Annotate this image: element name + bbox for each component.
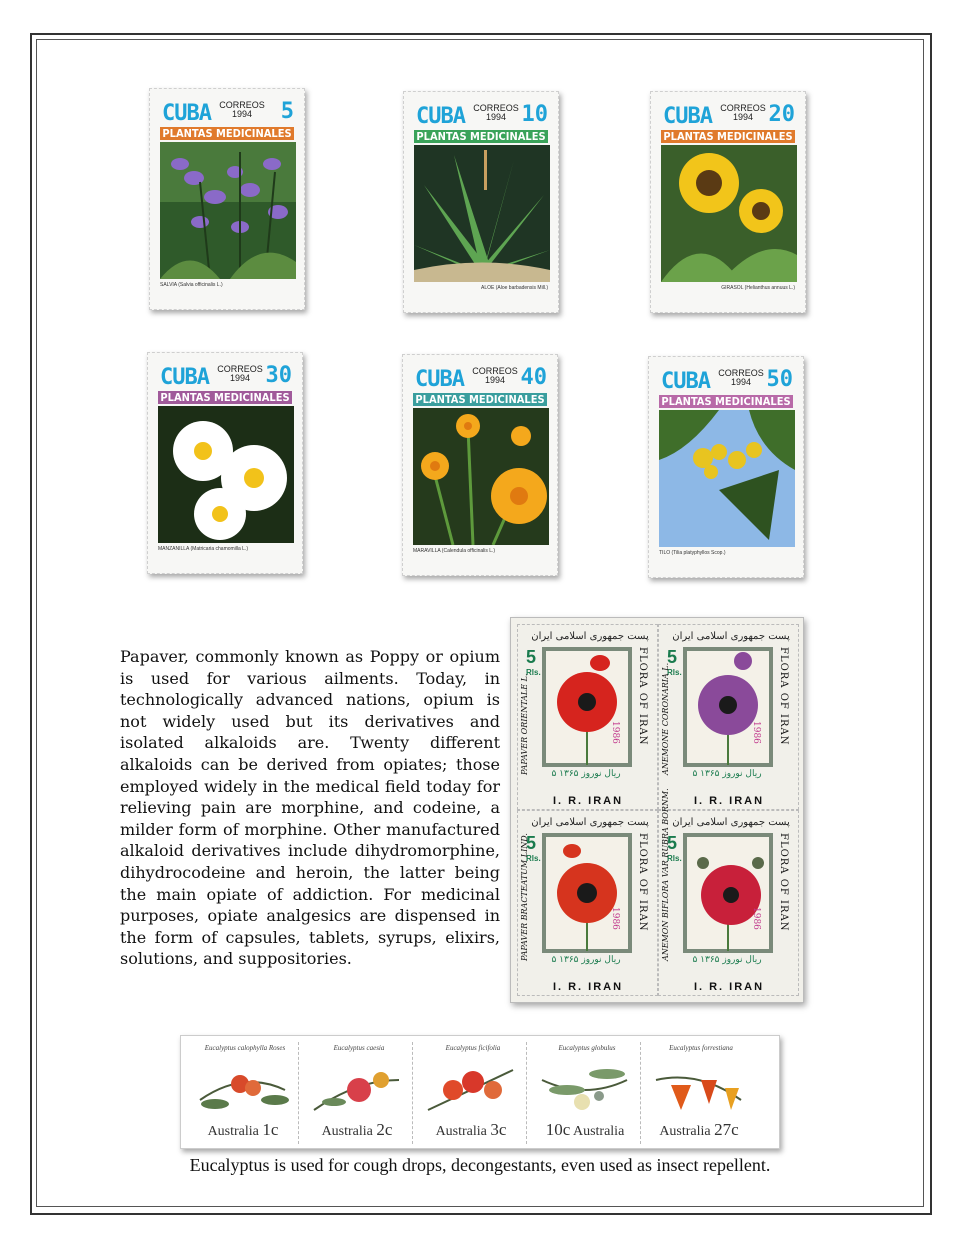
stamp-country: CUBA [663, 104, 712, 129]
cuba-stamp-girasol [650, 91, 806, 313]
iran-stamp-papaver-orientale [517, 624, 658, 810]
stamp-value: 5 [280, 99, 294, 124]
aloe-illustration [414, 145, 550, 282]
stamp-correos: CORREOS 1994 [217, 364, 263, 383]
australia-stamp-27c [643, 1042, 755, 1144]
anemone-illustration [683, 647, 773, 767]
stamp-value-farsi: ۵ ریال نوروز ۱۳۶۵ [551, 955, 621, 965]
stamp-caption: SALVIA (Salvia officinalis L.) [160, 282, 223, 288]
cuba-stamp-salvia [149, 88, 305, 310]
stamp-value: 40 [520, 365, 547, 390]
cuba-stamp-maravilla [402, 354, 558, 576]
stamp-caption: GIRASOL (Helianthus annuus L.) [721, 285, 795, 291]
stamp-series: FLORA OF IRAN [778, 647, 789, 746]
stamp-species: Eucalyptus globulus [558, 1044, 616, 1052]
stamp-value-farsi: ۵ ریال نوروز ۱۳۶۵ [551, 769, 621, 779]
stamp-issuer: پست جمهوری اسلامی ایران [531, 817, 649, 828]
stamp-correos: CORREOS 1994 [720, 103, 766, 122]
cuba-stamp-aloe [403, 91, 559, 313]
stamp-issuer: پست جمهوری اسلامی ایران [531, 631, 649, 642]
iran-stamp-anemone-biflora [658, 788, 799, 996]
stamp-series: FLORA OF IRAN [637, 833, 648, 932]
stamp-band: PLANTAS MEDICINALES [414, 130, 548, 143]
stamp-series: FLORA OF IRAN [637, 647, 648, 746]
stamp-value: 5 Rls. [526, 833, 541, 863]
stamp-year: 1986 [610, 907, 620, 930]
stamp-species: Eucalyptus forrestiana [669, 1044, 733, 1052]
stamp-caption: MARAVILLA (Calendula officinalis L.) [413, 548, 496, 554]
stamp-species: Eucalyptus calophylla Roses [204, 1044, 286, 1052]
stamp-band: PLANTAS MEDICINALES [413, 393, 547, 406]
stamp-value: Australia 1c [207, 1120, 279, 1139]
stamp-series: FLORA OF IRAN [778, 833, 789, 932]
stamp-country: I. R. IRAN [552, 981, 624, 993]
stamp-value: 10 [521, 102, 548, 127]
iran-stamp-block [510, 617, 804, 1003]
stamp-country: CUBA [160, 365, 209, 390]
stamp-country: I. R. IRAN [693, 981, 765, 993]
stamp-value: Australia 2c [321, 1120, 393, 1139]
eucalyptus-illustration [537, 1060, 633, 1116]
cuba-stamp-manzanilla [147, 352, 303, 574]
stamp-correos: CORREOS 1994 [219, 100, 265, 119]
stamp-year: 1986 [751, 907, 761, 930]
stamp-caption: MANZANILLA (Matricaria chamomilla L.) [158, 546, 249, 552]
linden-illustration [659, 410, 795, 547]
stamp-correos: CORREOS 1994 [472, 366, 518, 385]
stamp-country: CUBA [416, 104, 465, 129]
papaver-description: Papaver, commonly known as Poppy or opium is used for various ailments. Today, in technologically advanced nations, opium is not widely used but its derivatives and isolated alkaloids are. Twenty different alkaloids can be derived from opiates; those employed widely in the medical field today for relieving pain are morphine, and codeine, a milder form of morphine. Other manufactured alkaloid derivatives include dihydromorphine, dihydrocodeine and heroin, the latter being the main opiate of addiction. For medicinal purposes, opiate analgesics are dispensed in the form of capsules, tablets, syrups, elixirs, solutions, and suppositories. [120, 647, 500, 969]
chamomile-illustration [158, 406, 294, 543]
australia-stamp-strip [180, 1035, 780, 1149]
stamp-country: I. R. IRAN [693, 795, 765, 807]
stamp-value: 5 Rls. [667, 647, 682, 677]
stamp-value: Australia 3c [435, 1120, 507, 1139]
stamp-correos: CORREOS 1994 [473, 103, 519, 122]
stamp-caption: ALOE (Aloe barbadensis Mill.) [481, 285, 548, 291]
stamp-species: Eucalyptus caesia [333, 1044, 385, 1052]
australia-stamp-3c [415, 1042, 527, 1144]
calendula-illustration [413, 408, 549, 545]
australia-stamp-2c [301, 1042, 413, 1144]
stamp-year: 1986 [751, 721, 761, 744]
stamp-country: CUBA [661, 369, 710, 394]
stamp-value: 5 Rls. [526, 647, 541, 677]
australia-stamp-1c [187, 1042, 299, 1144]
sunflower-illustration [661, 145, 797, 282]
stamp-band: PLANTAS MEDICINALES [160, 127, 294, 140]
stamp-caption: TILO (Tilia platyphyllos Scop.) [659, 550, 726, 556]
stamp-value: 5 Rls. [667, 833, 682, 863]
iran-stamp-anemone-coronaria [658, 624, 799, 810]
poppy-illustration [542, 833, 632, 953]
stamp-value: 20 [768, 102, 795, 127]
stamp-latin-name: ANEMONE CORONARIA L. [661, 662, 670, 775]
stamp-issuer: پست جمهوری اسلامی ایران [672, 817, 790, 828]
stamp-band: PLANTAS MEDICINALES [158, 391, 292, 404]
eucalyptus-illustration [309, 1060, 405, 1116]
stamp-band: PLANTAS MEDICINALES [661, 130, 795, 143]
stamp-latin-name: PAPAVER BRACTEATUM LIND. [520, 833, 529, 961]
stamp-country: I. R. IRAN [552, 795, 624, 807]
stamp-correos: CORREOS 1994 [718, 368, 764, 387]
australia-stamp-10c [529, 1042, 641, 1144]
stamp-value: 30 [265, 363, 292, 388]
stamp-value-farsi: ۵ ریال نوروز ۱۳۶۵ [692, 769, 762, 779]
stamp-latin-name: PAPAVER ORIENTALE L. [520, 673, 529, 775]
eucalyptus-caption: Eucalyptus is used for cough drops, decongestants, even used as insect repellent. [189, 1155, 771, 1175]
stamp-latin-name: ANEMON BIFLORA VAR RUBRA BORNM. [661, 788, 670, 961]
eucalyptus-illustration [423, 1060, 519, 1116]
stamp-value: Australia 27c [659, 1120, 739, 1139]
poppy-illustration [542, 647, 632, 767]
stamp-value: 50 [766, 367, 793, 392]
stamp-country: CUBA [162, 101, 211, 126]
eucalyptus-illustration [195, 1060, 291, 1116]
stamp-issuer: پست جمهوری اسلامی ایران [672, 631, 790, 642]
stamp-band: PLANTAS MEDICINALES [659, 395, 793, 408]
eucalyptus-illustration [651, 1060, 747, 1116]
stamp-value: 10c Australia [545, 1120, 625, 1139]
stamp-year: 1986 [610, 721, 620, 744]
stamp-species: Eucalyptus ficifolia [445, 1044, 501, 1052]
anemone-illustration [683, 833, 773, 953]
cuba-stamp-tilo [648, 356, 804, 578]
stamp-country: CUBA [415, 367, 464, 392]
salvia-illustration [160, 142, 296, 279]
iran-stamp-papaver-bracteatum [517, 810, 658, 996]
stamp-value-farsi: ۵ ریال نوروز ۱۳۶۵ [692, 955, 762, 965]
